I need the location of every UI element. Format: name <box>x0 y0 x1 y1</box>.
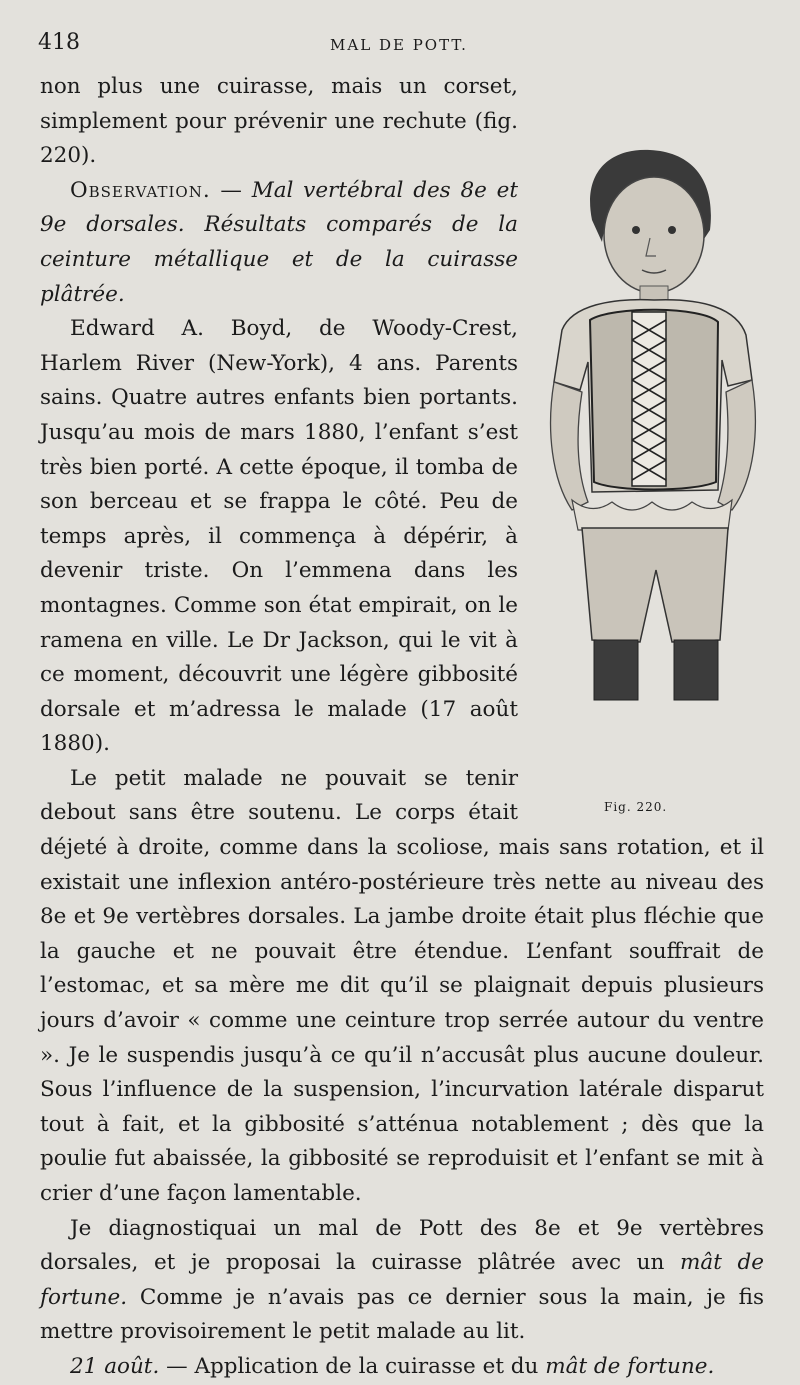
paragraph-3: Edward A. Boyd, de Woody-Crest, Harlem River (New-York), 4 ans. Parents sains. Quatre autres enfants bien portants. Jusqu’au mois de mars 1880, l’enfant s’est très bien porté. A cette époque, il tomba de son berceau et se frappa le côté. Peu de temps après, il commença à dépérir, à devenir triste. On l’emmena dans les montagnes. Comme son état empirait, on le ramena en ville. Le Dr Jackson, qui le vit à ce moment, découvrit une légère gibbosité dorsale et m’adressa le malade (17 août 1880). <box>40 316 518 757</box>
paragraph-1: non plus une cuirasse, mais un corset, simplement pour prévenir une rechute (fig. 220). <box>40 74 518 169</box>
boy-in-corset-illustration <box>532 130 764 780</box>
paragraph-4: Le petit malade ne pouvait se tenir debout sans être soutenu. Le corps était déjeté à droite, comme dans la scoliose, mais sans rotation, et il existait une inflexion antéro-postérieure très nette au niveau des 8e et 9e vertèbres dorsales. La jambe droite était plus fléchie que la gauche et ne pouvait être étendue. L’enfant souffrait de l’estomac, et sa mère me dit qu’il se plaignait depuis plusieurs jours d’avoir « comme une ceinture trop serrée autour du ventre ». Je le suspendis jusqu’à ce qu’il n’accusât plus aucune douleur. Sous l’influence de la suspension, l’incurvation latérale disparut tout à fait, et la gibbosité s’atténua notablement ; dès que la poulie fut abaissée, la gibbosité se reproduisit et l’enfant se mit à crier d’une façon lamentable. <box>40 765 764 1206</box>
page-header <box>38 30 760 64</box>
paragraph-6 <box>40 1350 764 1385</box>
page-number: 418 <box>38 30 80 55</box>
body-text <box>40 70 764 1385</box>
p5-after: Comme je n’avais pas ce dernier sous la main, je fis mettre provisoirement le petit malade au lit. <box>40 1284 764 1345</box>
figure-220 <box>532 130 764 818</box>
observation-dash: — <box>210 177 252 203</box>
figure-caption: Fig. 220. <box>604 800 668 814</box>
observation-label: Observation. <box>70 177 211 203</box>
p6-mid: — Application de la cuirasse et du <box>159 1353 546 1379</box>
observation-title: Mal vertébral des 8e et 9e dorsales. Résultats comparés de la ceinture métallique et de la cuirasse plâtrée. <box>40 177 519 307</box>
p5-emphasis: mât de fortune. <box>40 1250 764 1310</box>
p6-emphasis: mât de fortune. <box>545 1353 715 1379</box>
paragraph-5 <box>40 1212 764 1350</box>
p5-before: Je diagnostiquai un mal de Pott des 8e et 9e vertèbres dorsales, et je proposai la cuirasse plâtrée avec un <box>40 1215 764 1276</box>
p6-date: 21 août. <box>70 1353 160 1379</box>
running-head: MAL DE POTT. <box>330 36 468 54</box>
